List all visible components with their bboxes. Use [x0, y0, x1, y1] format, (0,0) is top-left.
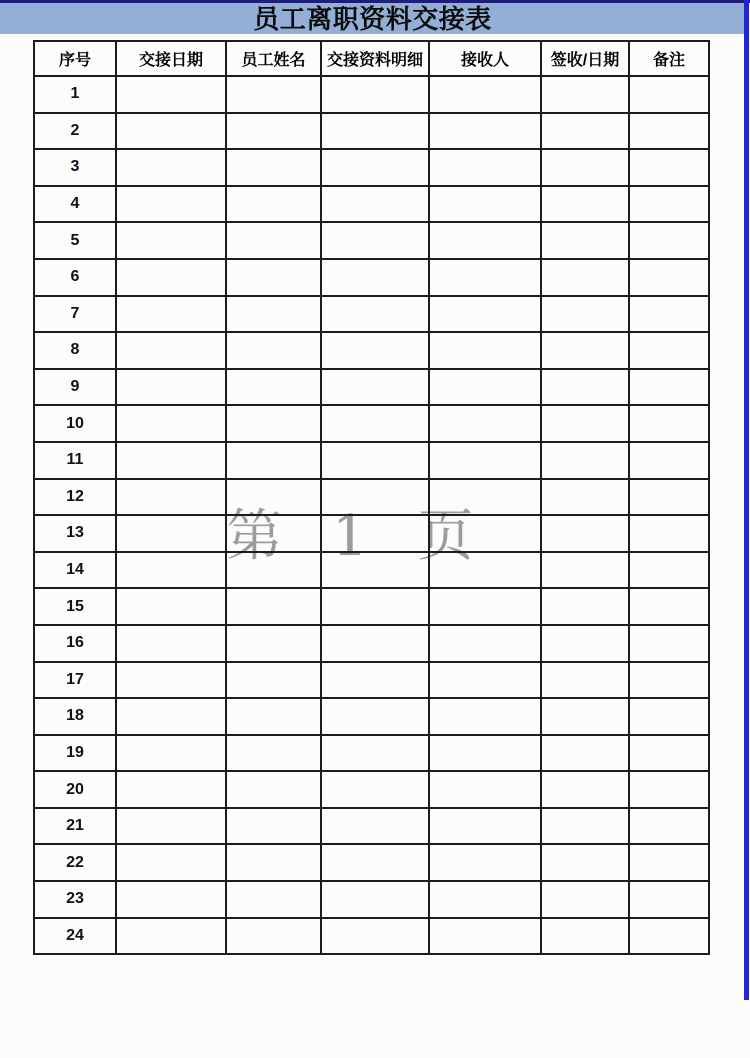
empty-cell	[629, 918, 709, 955]
empty-cell	[541, 735, 629, 772]
empty-cell	[541, 369, 629, 406]
empty-cell	[541, 588, 629, 625]
empty-cell	[429, 259, 541, 296]
empty-cell	[429, 625, 541, 662]
row-number-cell: 1	[34, 76, 116, 113]
empty-cell	[116, 442, 226, 479]
empty-cell	[116, 405, 226, 442]
empty-cell	[226, 222, 321, 259]
empty-cell	[429, 113, 541, 150]
empty-cell	[116, 588, 226, 625]
empty-cell	[321, 296, 429, 333]
row-number-cell: 17	[34, 662, 116, 699]
column-header: 接收人	[429, 41, 541, 76]
table-row	[34, 881, 709, 918]
empty-cell	[429, 369, 541, 406]
table-row	[34, 442, 709, 479]
empty-cell	[321, 113, 429, 150]
empty-cell	[429, 186, 541, 223]
empty-cell	[226, 479, 321, 516]
empty-cell	[321, 76, 429, 113]
empty-cell	[541, 552, 629, 589]
empty-cell	[321, 844, 429, 881]
table-row	[34, 735, 709, 772]
empty-cell	[226, 332, 321, 369]
table-row	[34, 296, 709, 333]
empty-cell	[429, 735, 541, 772]
empty-cell	[429, 918, 541, 955]
row-number-cell: 21	[34, 808, 116, 845]
empty-cell	[226, 149, 321, 186]
table-row	[34, 332, 709, 369]
empty-cell	[116, 771, 226, 808]
empty-cell	[541, 149, 629, 186]
empty-cell	[541, 844, 629, 881]
empty-cell	[629, 735, 709, 772]
column-header: 交接日期	[116, 41, 226, 76]
empty-cell	[321, 735, 429, 772]
empty-cell	[321, 442, 429, 479]
empty-cell	[116, 515, 226, 552]
handover-table-container	[33, 40, 711, 1002]
empty-cell	[226, 259, 321, 296]
empty-cell	[321, 698, 429, 735]
empty-cell	[321, 881, 429, 918]
empty-cell	[429, 515, 541, 552]
empty-cell	[429, 296, 541, 333]
table-row	[34, 771, 709, 808]
row-number-cell: 5	[34, 222, 116, 259]
empty-cell	[541, 808, 629, 845]
empty-cell	[541, 332, 629, 369]
table-row	[34, 259, 709, 296]
row-number-cell: 23	[34, 881, 116, 918]
empty-cell	[116, 881, 226, 918]
table-row	[34, 369, 709, 406]
row-number-cell: 7	[34, 296, 116, 333]
row-number-cell: 12	[34, 479, 116, 516]
table-row	[34, 844, 709, 881]
empty-cell	[116, 918, 226, 955]
table-row	[34, 588, 709, 625]
empty-cell	[541, 515, 629, 552]
empty-cell	[429, 332, 541, 369]
row-number-cell: 11	[34, 442, 116, 479]
empty-cell	[116, 844, 226, 881]
table-row	[34, 186, 709, 223]
empty-cell	[541, 662, 629, 699]
empty-cell	[116, 735, 226, 772]
empty-cell	[629, 149, 709, 186]
empty-cell	[116, 552, 226, 589]
row-number-cell: 2	[34, 113, 116, 150]
empty-cell	[226, 771, 321, 808]
title-bar	[0, 3, 745, 34]
empty-cell	[226, 918, 321, 955]
empty-cell	[116, 113, 226, 150]
empty-cell	[321, 662, 429, 699]
table-row	[34, 808, 709, 845]
empty-cell	[226, 442, 321, 479]
row-number-cell: 18	[34, 698, 116, 735]
empty-cell	[629, 588, 709, 625]
row-number-cell: 19	[34, 735, 116, 772]
empty-cell	[429, 881, 541, 918]
empty-cell	[429, 844, 541, 881]
empty-cell	[429, 442, 541, 479]
empty-cell	[116, 259, 226, 296]
empty-cell	[226, 662, 321, 699]
empty-cell	[116, 369, 226, 406]
row-number-cell: 10	[34, 405, 116, 442]
row-number-cell: 8	[34, 332, 116, 369]
row-number-cell: 16	[34, 625, 116, 662]
header-row	[34, 41, 709, 76]
empty-cell	[541, 113, 629, 150]
empty-cell	[429, 771, 541, 808]
page-title: 员工离职资料交接表	[253, 3, 492, 34]
table-row	[34, 222, 709, 259]
empty-cell	[541, 771, 629, 808]
row-number-cell: 4	[34, 186, 116, 223]
empty-cell	[429, 808, 541, 845]
empty-cell	[226, 625, 321, 662]
table-row	[34, 405, 709, 442]
table-row	[34, 479, 709, 516]
row-number-cell: 13	[34, 515, 116, 552]
empty-cell	[429, 222, 541, 259]
empty-cell	[226, 698, 321, 735]
empty-cell	[321, 479, 429, 516]
empty-cell	[429, 405, 541, 442]
row-number-cell: 9	[34, 369, 116, 406]
empty-cell	[629, 881, 709, 918]
empty-cell	[116, 332, 226, 369]
empty-cell	[541, 625, 629, 662]
table-row	[34, 698, 709, 735]
empty-cell	[629, 186, 709, 223]
column-header: 员工姓名	[226, 41, 321, 76]
empty-cell	[321, 259, 429, 296]
empty-cell	[116, 479, 226, 516]
empty-cell	[541, 76, 629, 113]
empty-cell	[629, 844, 709, 881]
page-number-watermark: 第 1 页	[226, 504, 490, 569]
empty-cell	[429, 552, 541, 589]
empty-cell	[321, 405, 429, 442]
empty-cell	[541, 296, 629, 333]
table-row	[34, 625, 709, 662]
empty-cell	[629, 76, 709, 113]
empty-cell	[429, 479, 541, 516]
empty-cell	[629, 405, 709, 442]
empty-cell	[321, 918, 429, 955]
empty-cell	[321, 771, 429, 808]
column-header: 序号	[34, 41, 116, 76]
column-header: 交接资料明细	[321, 41, 429, 76]
empty-cell	[321, 369, 429, 406]
empty-cell	[226, 405, 321, 442]
column-header: 备注	[629, 41, 709, 76]
empty-cell	[541, 405, 629, 442]
empty-cell	[116, 698, 226, 735]
empty-cell	[226, 735, 321, 772]
empty-cell	[541, 259, 629, 296]
empty-cell	[629, 332, 709, 369]
empty-cell	[116, 186, 226, 223]
empty-cell	[321, 515, 429, 552]
row-number-cell: 14	[34, 552, 116, 589]
empty-cell	[321, 588, 429, 625]
empty-cell	[629, 479, 709, 516]
empty-cell	[541, 222, 629, 259]
empty-cell	[116, 76, 226, 113]
empty-cell	[629, 296, 709, 333]
empty-cell	[429, 662, 541, 699]
row-number-cell: 6	[34, 259, 116, 296]
row-number-cell: 24	[34, 918, 116, 955]
empty-cell	[321, 552, 429, 589]
row-number-cell: 3	[34, 149, 116, 186]
row-number-cell: 15	[34, 588, 116, 625]
right-border-rule	[744, 0, 749, 1000]
table-row	[34, 76, 709, 113]
empty-cell	[629, 698, 709, 735]
empty-cell	[321, 222, 429, 259]
row-number-cell: 22	[34, 844, 116, 881]
empty-cell	[541, 186, 629, 223]
row-number-cell: 20	[34, 771, 116, 808]
empty-cell	[321, 186, 429, 223]
empty-cell	[629, 369, 709, 406]
handover-table	[33, 40, 710, 955]
empty-cell	[321, 625, 429, 662]
empty-cell	[226, 76, 321, 113]
empty-cell	[226, 552, 321, 589]
empty-cell	[629, 552, 709, 589]
empty-cell	[541, 479, 629, 516]
empty-cell	[226, 113, 321, 150]
empty-cell	[629, 442, 709, 479]
empty-cell	[629, 808, 709, 845]
empty-cell	[226, 369, 321, 406]
empty-cell	[226, 881, 321, 918]
empty-cell	[226, 296, 321, 333]
empty-cell	[116, 625, 226, 662]
empty-cell	[321, 149, 429, 186]
empty-cell	[541, 442, 629, 479]
empty-cell	[629, 771, 709, 808]
empty-cell	[629, 662, 709, 699]
empty-cell	[629, 625, 709, 662]
table-row	[34, 918, 709, 955]
empty-cell	[226, 186, 321, 223]
empty-cell	[226, 515, 321, 552]
empty-cell	[541, 698, 629, 735]
empty-cell	[629, 113, 709, 150]
table-row	[34, 515, 709, 552]
empty-cell	[116, 222, 226, 259]
empty-cell	[629, 222, 709, 259]
empty-cell	[116, 296, 226, 333]
empty-cell	[429, 76, 541, 113]
empty-cell	[629, 515, 709, 552]
empty-cell	[226, 844, 321, 881]
empty-cell	[541, 881, 629, 918]
table-row	[34, 552, 709, 589]
empty-cell	[116, 808, 226, 845]
empty-cell	[226, 588, 321, 625]
empty-cell	[629, 259, 709, 296]
table-row	[34, 662, 709, 699]
table-body	[34, 76, 709, 954]
table-row	[34, 113, 709, 150]
empty-cell	[429, 698, 541, 735]
column-header: 签收/日期	[541, 41, 629, 76]
empty-cell	[226, 808, 321, 845]
empty-cell	[116, 149, 226, 186]
empty-cell	[429, 149, 541, 186]
empty-cell	[541, 918, 629, 955]
table-row	[34, 149, 709, 186]
empty-cell	[321, 332, 429, 369]
empty-cell	[116, 662, 226, 699]
empty-cell	[321, 808, 429, 845]
empty-cell	[429, 588, 541, 625]
